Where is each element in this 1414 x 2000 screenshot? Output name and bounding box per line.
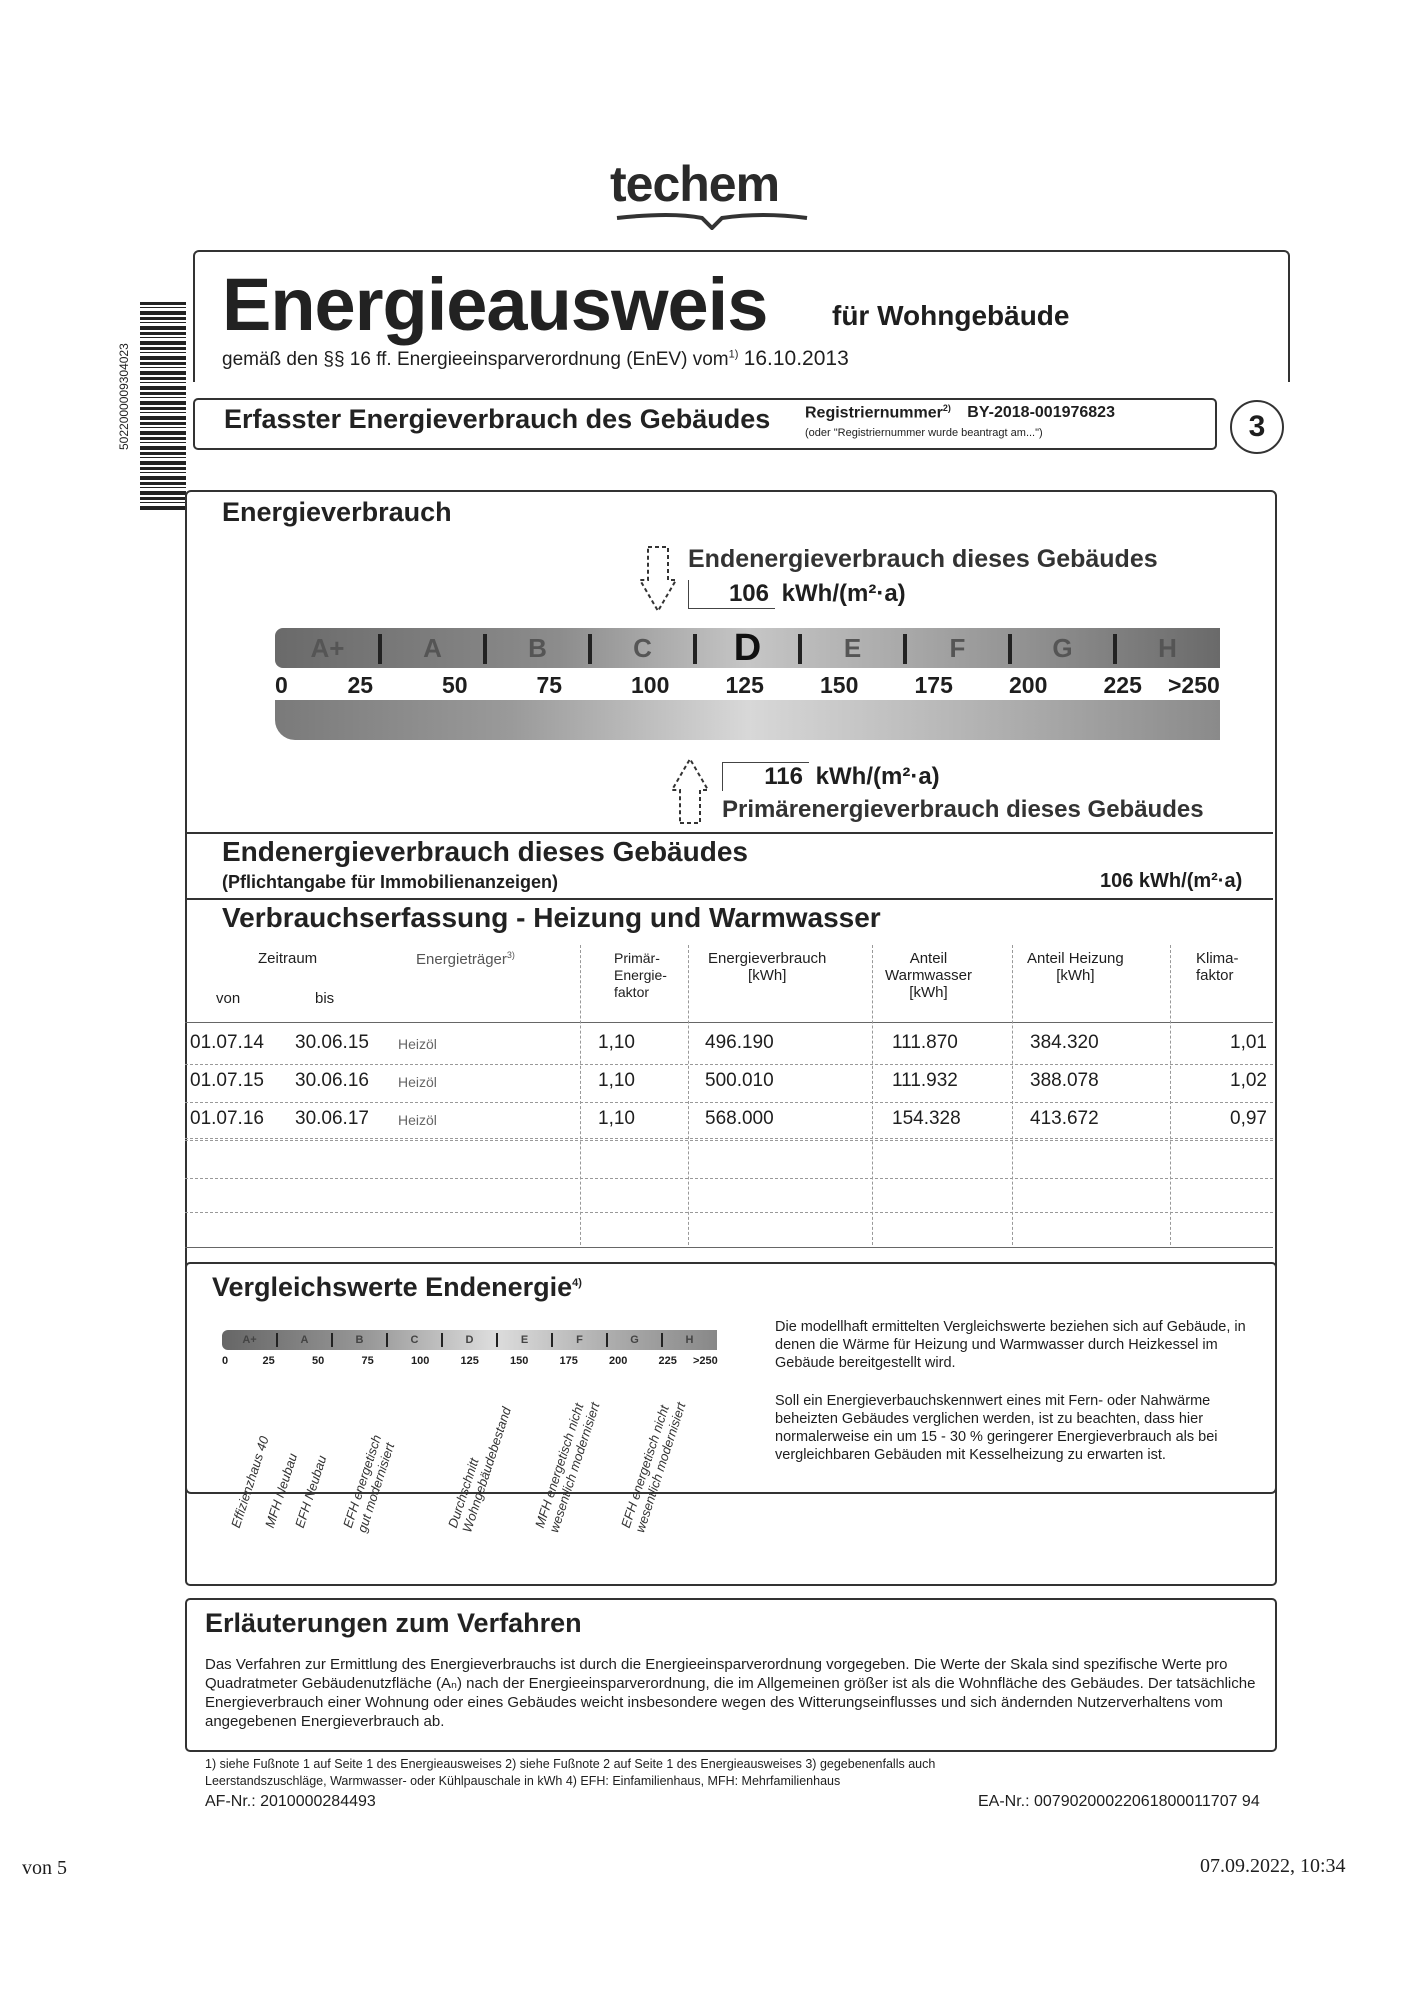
energy-class-b: B [528,633,547,663]
energy-scale-tick: 125 [725,672,764,698]
header-verbrauch: Energieverbrauch [kWh] [708,950,827,984]
energy-class-aplus: A+ [310,633,345,663]
mini-class-separator [606,1333,608,1347]
header-von: von [216,990,241,1007]
footnote-line-1: 1) siehe Fußnote 1 auf Seite 1 des Energieausweises 2) siehe Fußnote 2 auf Seite 1 des Energieausweises 3) gegebenenfalls auch [205,1757,936,1771]
cell-heizung: 384.320 [1030,1032,1099,1053]
end-summary-note: (Pflichtangabe für Immobilienanzeigen) [222,872,559,892]
energy-class-separator [1008,634,1012,664]
energy-class-g: G [1052,633,1073,663]
comparison-label: EFH energetisch nicht wesentlich modernisiert [618,1400,689,1535]
energy-class-f: F [949,633,966,663]
mini-scale-tick: >250 [693,1355,718,1367]
mini-scale-tick: 0 [222,1355,229,1367]
energy-scale-tick: 100 [631,672,670,698]
end-energy-value: 106 kWh/(m²·a) [688,580,906,609]
cell-warmwasser: 154.328 [892,1108,961,1129]
cell-von: 01.07.16 [190,1108,264,1129]
header-energietraeger: Energieträger$^{3)}$ [416,950,515,968]
footnote-line-2: Leerstandszuschläge, Warmwasser- oder Kühlpauschale in kWh 4) EFH: Einfamilienhaus, MFH: Mehrfamilienhaus [205,1774,841,1788]
explanation-text: Das Verfahren zur Ermittlung des Energieverbrauchs ist durch die Energieeinsparverordnung vorgegeben. Die Werte der Skala sind spezifische Werte pro Quadratmeter Gebäudenutzfläche (Aₙ) nach der Energieeinsparverordnung, die im Allgemeinen größer ist als die Wohnfläche des Gebäudes. Der tatsächliche Energieverbrauch einer Wohnung oder eines Gebäudes weicht insbesondere wegen des Witterungseinflusses und sich ändernden Nutzerverhaltens vom angegebenen Energieverbrauch ab. [205,1656,1256,1730]
registration-note: (oder "Registriernummer wurde beantragt am...") [805,427,1043,439]
cell-faktor: 1,10 [598,1070,635,1091]
cell-verbrauch: 500.010 [705,1070,774,1091]
energy-scale-gradient [275,700,1220,740]
mini-scale-tick: 75 [361,1355,374,1367]
cell-von: 01.07.14 [190,1032,264,1053]
energy-scale-tick: 75 [536,672,563,698]
energy-scale-tick: 150 [820,672,859,698]
cell-faktor: 1,10 [598,1108,635,1129]
energy-class-separator [1113,634,1117,664]
comparison-mini-scale [222,1330,717,1350]
legal-reference: gemäß den §§ 16 ff. Energieeinsparverordnung (EnEV) vom$^{1)}$ 16.10.2013 [222,347,849,370]
mini-scale-tick: 25 [262,1355,275,1367]
page-subtitle: für Wohngebäude [832,300,1070,331]
comparison-label: MFH Neubau [262,1451,301,1530]
cell-heizung: 413.672 [1030,1108,1099,1129]
barcode [140,302,186,512]
consumption-heading: Verbrauchserfassung - Heizung und Warmwasser [222,902,881,933]
cell-klima: 1,01 [1230,1032,1267,1053]
end-energy-label: Endenergieverbrauch dieses Gebäudes [688,545,1158,573]
energy-heading: Energieverbrauch [222,497,452,527]
mini-scale-tick: 175 [559,1355,578,1367]
print-timestamp: 07.09.2022, 10:34 [1200,1855,1346,1877]
comparison-label: EFH energetisch gut modernisiert [340,1432,398,1535]
energy-class-separator [798,634,802,664]
registration-number: Registriernummer$^{2)}$ BY-2018-001976823 [805,403,1115,422]
mini-scale-tick: 200 [609,1355,628,1367]
header-heizung: Anteil Heizung [kWh] [1027,950,1124,984]
energy-class-separator [693,634,697,664]
page-count: von 5 [22,1857,67,1879]
energy-class-d: D [733,627,762,669]
cell-traeger: Heizöl [398,1112,437,1128]
mini-class-g: G [630,1334,639,1346]
mini-scale-tick: 150 [510,1355,529,1367]
energy-class-separator [483,634,487,664]
energy-class-e: E [843,633,862,663]
end-energy-arrow-icon [638,545,678,615]
mini-scale-tick: 225 [658,1355,677,1367]
techem-logo: techem [610,156,780,212]
mini-class-f: F [576,1334,583,1346]
cell-traeger: Heizöl [398,1036,437,1052]
cell-heizung: 388.078 [1030,1070,1099,1091]
header-primaer: Primär- Energie- faktor [614,950,667,1000]
energy-class-c: C [633,633,652,663]
cell-faktor: 1,10 [598,1032,635,1053]
energy-scale-bar [275,628,1220,668]
header-warmwasser: Anteil Warmwasser [kWh] [885,950,972,1001]
end-summary-title: Endenergieverbrauch dieses Gebäudes [222,836,748,867]
header-klima: Klima- faktor [1196,950,1239,984]
energy-scale-tick: 25 [347,672,374,698]
cell-bis: 30.06.15 [295,1032,369,1053]
page-badge: 3 [1230,400,1284,454]
primary-energy-label: Primärenergieverbrauch dieses Gebäudes [722,796,1204,823]
mini-class-a: A [300,1334,309,1346]
cell-verbrauch: 496.190 [705,1032,774,1053]
mini-class-c: C [410,1334,419,1346]
barcode-number: 5022000009304023 [117,343,131,450]
cell-traeger: Heizöl [398,1074,437,1090]
comparison-heading: Vergleichswerte Endenergie$^{4)}$ [212,1272,582,1302]
mini-class-separator [496,1333,498,1347]
mini-class-aplus: A+ [242,1334,257,1346]
energy-scale-tick: 0 [275,672,288,698]
page-title: Energieausweis [222,263,768,346]
cell-warmwasser: 111.870 [892,1032,958,1053]
cell-von: 01.07.15 [190,1070,264,1091]
ea-number: EA-Nr.: 00790200022061800011707 94 [978,1793,1260,1810]
header-zeitraum: Zeitraum [258,950,318,967]
cell-warmwasser: 111.932 [892,1070,958,1091]
energy-scale-tick: 225 [1103,672,1142,698]
mini-class-b: B [355,1334,364,1346]
primary-energy-value: 116 kWh/(m²·a) [722,762,940,791]
mini-class-d: D [465,1334,474,1346]
mini-class-h: H [685,1334,694,1346]
energy-class-separator [903,634,907,664]
mini-class-separator [551,1333,553,1347]
cell-bis: 30.06.17 [295,1108,369,1129]
cell-klima: 0,97 [1230,1108,1267,1129]
mini-scale-tick: 100 [411,1355,430,1367]
energy-class-separator [378,634,382,664]
comparison-label: Durchschnitt Wohngebäudebestand [445,1405,514,1535]
mini-class-e: E [520,1334,529,1346]
mini-class-separator [386,1333,388,1347]
section-title: Erfasster Energieverbrauch des Gebäudes [224,404,771,434]
end-summary-value: 106 kWh/(m²·a) [1100,870,1243,892]
energy-class-h: H [1158,633,1177,663]
mini-class-separator [441,1333,443,1347]
mini-class-separator [276,1333,278,1347]
energy-scale-tick: 175 [914,672,953,698]
mini-scale-tick: 50 [312,1355,325,1367]
cell-bis: 30.06.16 [295,1070,369,1091]
primary-energy-arrow-icon [670,755,710,825]
comparison-text-2: Soll ein Energieverbauchskennwert eines mit Fern- oder Nahwärme beheizten Gebäudes verglichen werden, ist zu beachten, dass hier normalerweise ein um 15 - 30 % geringerer Energieverbrauch als bei vergleichbaren Gebäuden mit Kesselheizung zu erwarten ist. [775,1393,1218,1463]
mini-class-separator [661,1333,663,1347]
energy-class-a: A [423,633,442,663]
explanation-heading: Erläuterungen zum Verfahren [205,1608,582,1638]
energy-class-separator [588,634,592,664]
energy-scale-tick: 50 [442,672,468,698]
comparison-label: MFH energetisch nicht wesentlich modernisiert [532,1400,603,1535]
mini-class-separator [331,1333,333,1347]
cell-klima: 1,02 [1230,1070,1267,1091]
comparison-label: Effizienzhaus 40 [228,1434,272,1530]
energy-scale-tick: 200 [1009,672,1048,698]
mini-scale-tick: 125 [460,1355,479,1367]
header-bis: bis [315,990,335,1007]
cell-verbrauch: 568.000 [705,1108,774,1129]
energy-scale-tick: >250 [1168,672,1220,698]
comparison-label: EFH Neubau [292,1453,330,1530]
comparison-text-1: Die modellhaft ermittelten Vergleichswerte beziehen sich auf Gebäude, in denen die Wärme für Heizung und Warmwasser durch Heizkessel im Gebäude bereitgestellt wird. [775,1319,1246,1371]
logo-swoosh-icon [612,210,812,230]
af-number: AF-Nr.: 2010000284493 [205,1793,376,1810]
